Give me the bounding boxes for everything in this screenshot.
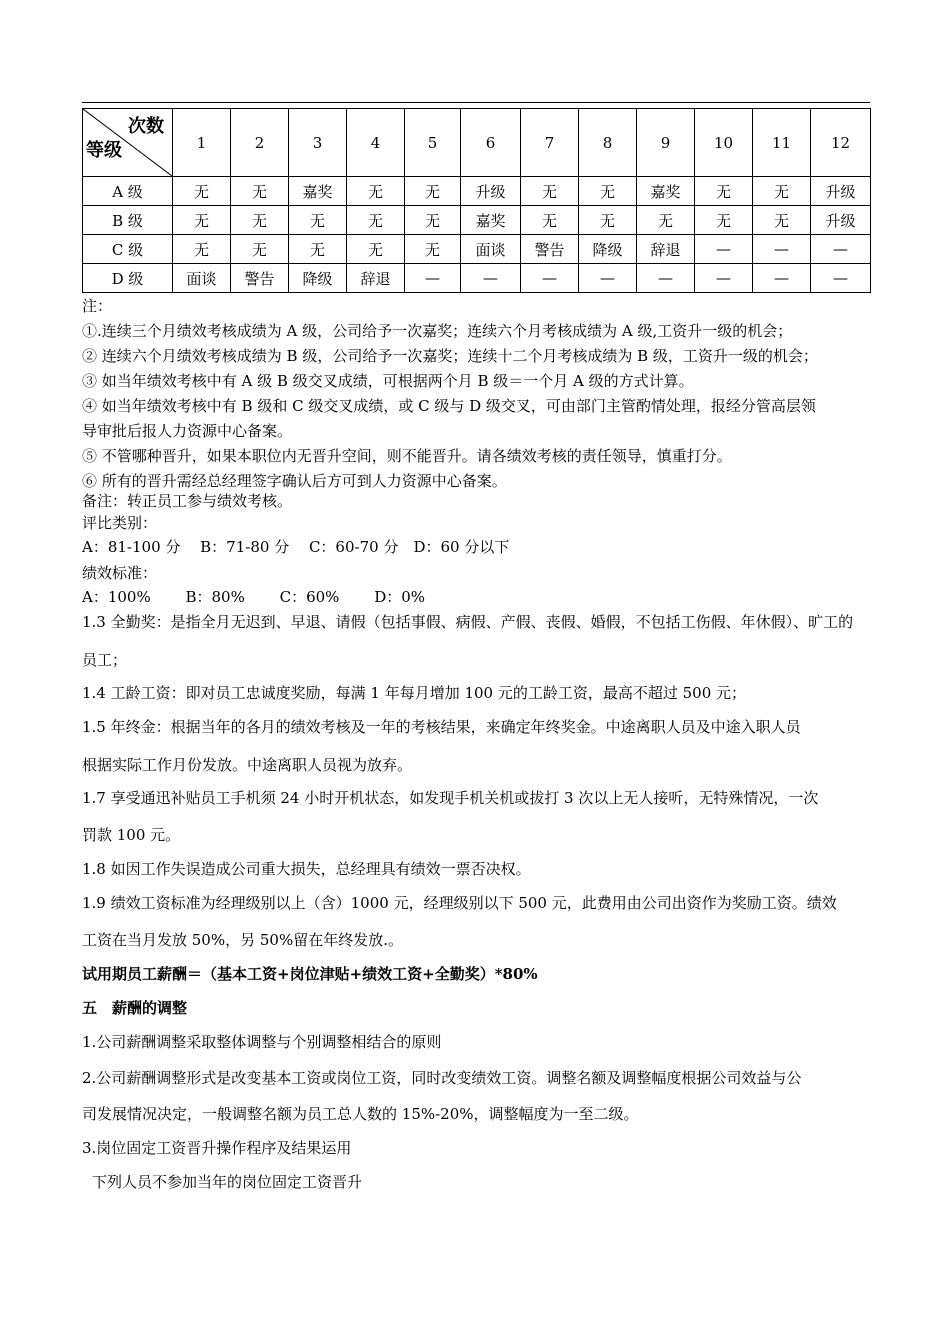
table-cell: 辞退 xyxy=(637,235,695,264)
column-header: 11 xyxy=(753,109,811,177)
grade-reward-table xyxy=(82,108,871,293)
table-cell: 无 xyxy=(173,235,231,264)
table-cell: — xyxy=(811,264,871,293)
table-cell: 嘉奖 xyxy=(461,206,521,235)
table-body xyxy=(83,177,871,293)
table-cell: 警告 xyxy=(231,264,289,293)
table-cell: 升级 xyxy=(461,177,521,206)
para-1-4: 1.4 工龄工资：即对员工忠诚度奖励，每满 1 年每月增加 100 元的工龄工资，最高不超过 500 元； xyxy=(82,684,747,702)
para-1-3-line-2: 员工； xyxy=(82,651,128,669)
table-cell: 无 xyxy=(695,177,753,206)
column-header: 2 xyxy=(231,109,289,177)
table-cell: 无 xyxy=(231,206,289,235)
table-cell: 辞退 xyxy=(347,264,405,293)
table-cell: 无 xyxy=(753,206,811,235)
table-cell: 降级 xyxy=(289,264,347,293)
table-cell: 无 xyxy=(405,177,461,206)
column-header: 3 xyxy=(289,109,347,177)
adjust-item-2-line-1: 2.公司薪酬调整形式是改变基本工资或岗位工资，同时改变绩效工资。调整名额及调整幅度根据公司效益与公 xyxy=(82,1069,802,1087)
remark: 备注：转正员工参与绩效考核。 xyxy=(82,492,293,510)
table-cell: — xyxy=(811,235,871,264)
note-2: ② 连续六个月绩效考核成绩为 B 级，公司给予一次嘉奖；连续十二个月考核成绩为 B 级，工资升一级的机会； xyxy=(82,347,818,365)
table-cell: — xyxy=(753,235,811,264)
trial-salary-formula: 试用期员工薪酬＝（基本工资+岗位津贴+绩效工资+全勤奖）*80% xyxy=(82,965,538,983)
grade-label-cell: C 级 xyxy=(83,235,173,264)
table-cell: 降级 xyxy=(579,235,637,264)
table-cell: 面谈 xyxy=(461,235,521,264)
para-1-5-line-2: 根据实际工作月份发放。中途离职人员视为放弃。 xyxy=(82,756,413,774)
column-header: 4 xyxy=(347,109,405,177)
table-cell: — xyxy=(695,235,753,264)
column-header: 8 xyxy=(579,109,637,177)
column-header: 7 xyxy=(521,109,579,177)
table-cell: 警告 xyxy=(521,235,579,264)
table-cell: — xyxy=(695,264,753,293)
table-cell: 升级 xyxy=(811,206,871,235)
table-cell: 无 xyxy=(579,206,637,235)
table-row xyxy=(83,177,871,206)
para-1-9-line-2: 工资在当月发放 50%，另 50%留在年终发放.。 xyxy=(82,931,403,949)
notes-label: 注： xyxy=(82,297,113,315)
para-1-8: 1.8 如因工作失误造成公司重大损失，总经理具有绩效一票否决权。 xyxy=(82,860,531,878)
standard-label: 绩效标准： xyxy=(82,564,158,582)
para-1-7-line-1: 1.7 享受通迅补贴员工手机须 24 小时开机状态，如发现手机关机或拔打 3 次以上无人接听，无特殊情况，一次 xyxy=(82,789,819,807)
column-header: 5 xyxy=(405,109,461,177)
table-cell: 无 xyxy=(347,177,405,206)
table-cell: 升级 xyxy=(811,177,871,206)
para-1-5-line-1: 1.5 年终金：根据当年的各月的绩效考核及一年的考核结果，来确定年终奖金。中途离职人员及中途入职人员 xyxy=(82,718,801,736)
table-cell: 无 xyxy=(347,206,405,235)
table-cell: 无 xyxy=(289,206,347,235)
column-header: 12 xyxy=(811,109,871,177)
table-cell: 面谈 xyxy=(173,264,231,293)
diagonal-header-cell xyxy=(83,109,173,177)
table-cell: 无 xyxy=(231,235,289,264)
table-cell: — xyxy=(405,264,461,293)
table-cell: 无 xyxy=(521,206,579,235)
table-row xyxy=(83,264,871,293)
table-row xyxy=(83,206,871,235)
corner-top-label: 次数 xyxy=(128,116,164,137)
table-cell: — xyxy=(521,264,579,293)
grade-label-cell: B 级 xyxy=(83,206,173,235)
para-1-7-line-2: 罚款 100 元。 xyxy=(82,826,181,844)
standard-values: A：100% B：80% C：60% D：0% xyxy=(82,588,426,606)
category-values: A：81-100 分 B：71-80 分 C：60-70 分 D：60 分以下 xyxy=(82,538,510,556)
column-header: 6 xyxy=(461,109,521,177)
note-4-line-1: ④ 如当年绩效考核中有 B 级和 C 级交叉成绩，或 C 级与 D 级交叉，可由部门主管酌情处理，报经分管高层领 xyxy=(82,397,816,415)
note-5: ⑤ 不管哪种晋升，如果本职位内无晋升空间，则不能晋升。请各绩效考核的责任领导，慎重打分。 xyxy=(82,447,732,465)
table-cell: 无 xyxy=(695,206,753,235)
table-row xyxy=(83,235,871,264)
note-4-line-2: 导审批后报人力资源中心备案。 xyxy=(82,422,293,440)
adjust-item-3: 3.岗位固定工资晋升操作程序及结果运用 xyxy=(82,1139,352,1157)
table-cell: — xyxy=(753,264,811,293)
column-header: 9 xyxy=(637,109,695,177)
grade-label-cell: D 级 xyxy=(83,264,173,293)
para-1-9-line-1: 1.9 绩效工资标准为经理级别以上（含）1000 元，经理级别以下 500 元，此费用由公司出资作为奖励工资。绩效 xyxy=(82,894,837,912)
table-header-row xyxy=(83,109,871,177)
table-cell: 无 xyxy=(347,235,405,264)
table-cell: 无 xyxy=(637,206,695,235)
table-cell: 无 xyxy=(405,206,461,235)
note-3: ③ 如当年绩效考核中有 A 级 B 级交叉成绩，可根据两个月 B 级＝一个月 A 级的方式计算。 xyxy=(82,372,694,390)
table-cell: 无 xyxy=(753,177,811,206)
table-cell: — xyxy=(579,264,637,293)
corner-bottom-label: 等级 xyxy=(86,140,122,161)
table-cell: 嘉奖 xyxy=(289,177,347,206)
table-cell: 无 xyxy=(173,206,231,235)
adjust-item-2-line-2: 司发展情况决定，一般调整名额为员工总人数的 15%-20%，调整幅度为一至二级。 xyxy=(82,1105,639,1123)
table-cell: — xyxy=(637,264,695,293)
table-cell: 无 xyxy=(289,235,347,264)
grade-label-cell: A 级 xyxy=(83,177,173,206)
category-label: 评比类别： xyxy=(82,514,158,532)
top-rule-line xyxy=(82,102,870,103)
table-cell: 无 xyxy=(231,177,289,206)
adjust-item-1: 1.公司薪酬调整采取整体调整与个别调整相结合的原则 xyxy=(82,1033,442,1051)
section-5-heading: 五 薪酬的调整 xyxy=(82,999,188,1017)
table-cell: — xyxy=(461,264,521,293)
table-cell: 无 xyxy=(579,177,637,206)
column-header: 10 xyxy=(695,109,753,177)
table-cell: 无 xyxy=(521,177,579,206)
table-cell: 无 xyxy=(173,177,231,206)
table-cell: 无 xyxy=(405,235,461,264)
table-cell: 嘉奖 xyxy=(637,177,695,206)
note-6: ⑥ 所有的晋升需经总经理签字确认后方可到人力资源中心备案。 xyxy=(82,472,507,490)
column-header: 1 xyxy=(173,109,231,177)
adjust-item-3-sub: 下列人员不参加当年的岗位固定工资晋升 xyxy=(92,1173,363,1191)
note-1: ①.连续三个月绩效考核成绩为 A 级，公司给予一次嘉奖；连续六个月考核成绩为 A 级,工资升一级的机会； xyxy=(82,322,793,340)
para-1-3-line-1: 1.3 全勤奖：是指全月无迟到、早退、请假（包括事假、病假、产假、丧假、婚假，不包括工伤假、年休假）、旷工的 xyxy=(82,613,854,631)
